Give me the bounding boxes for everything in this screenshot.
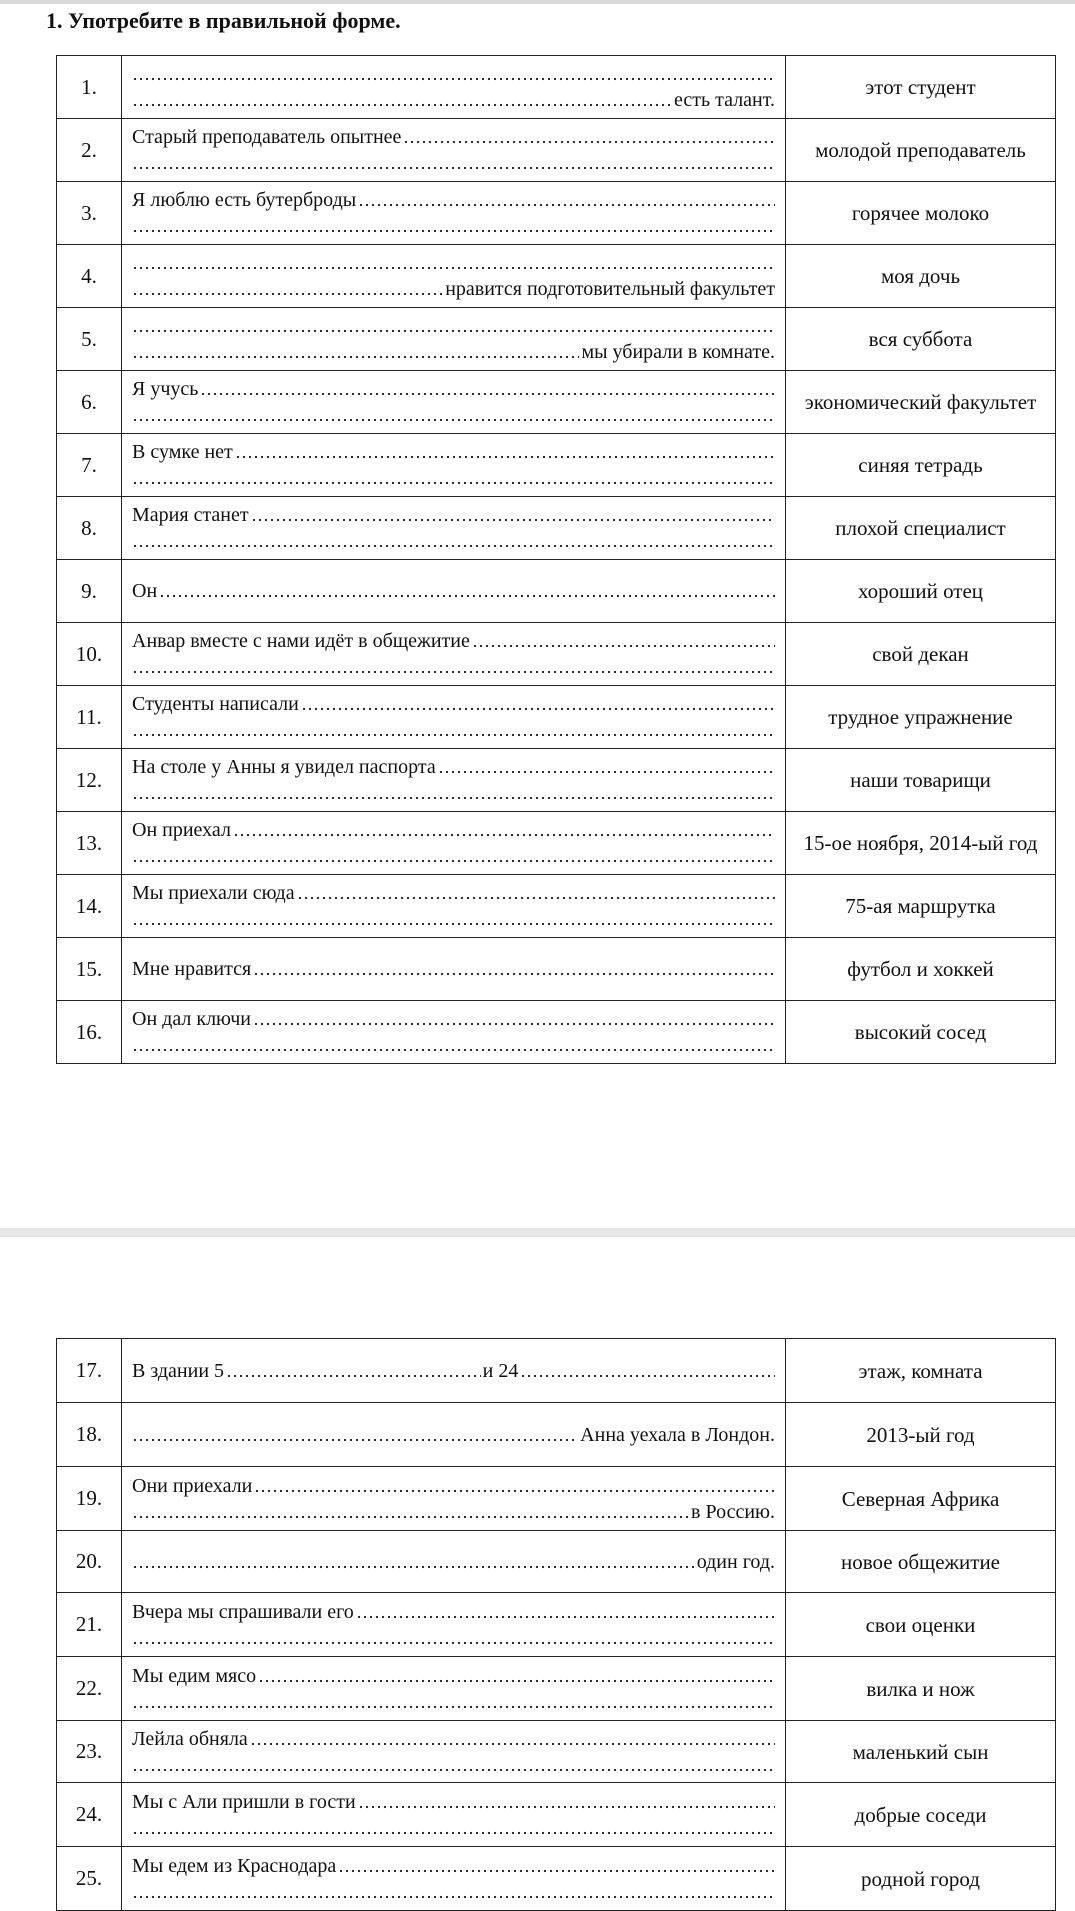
sentence-line [132,1752,775,1778]
sentence-line [132,1853,775,1879]
sentence-line [132,780,775,806]
answer-blank [132,670,775,674]
exercise-sentence [122,434,786,497]
sentence-line [132,1499,775,1525]
sentence-text: Мне нравится [132,958,252,980]
exercise-sentence [122,497,786,560]
exercise-sentence [122,1657,786,1721]
sentence-text: Я учусь [132,378,199,400]
exercise-number: 14. [57,875,122,938]
exercise-sentence [122,1721,786,1783]
exercise-row [57,434,1056,497]
sentence-text: Он [132,580,158,602]
word-to-inflect: новое общежитие [786,1531,1056,1593]
exercise-number: 20. [57,1531,122,1593]
word-to-inflect: горячее молоко [786,182,1056,245]
answer-blank [159,594,775,598]
sentence-line [132,250,775,276]
word-to-inflect: этаж, комната [786,1339,1056,1403]
exercise-row [57,182,1056,245]
exercise-table-page-2 [56,1338,1056,1911]
answer-blank [132,481,775,485]
exercise-row [57,56,1056,119]
word-to-inflect: 2013-ый год [786,1403,1056,1467]
answer-blank [520,1374,775,1378]
exercise-number: 10. [57,623,122,686]
answer-blank [132,1831,775,1835]
word-to-inflect: синяя тетрадь [786,434,1056,497]
sentence-line [132,150,775,176]
answer-blank [356,1615,775,1619]
exercise-row [57,560,1056,623]
sentence-line [132,187,775,213]
sentence-text: Они приехали [132,1474,253,1497]
sentence-text: На столе у Анны я увидел паспорта [132,756,436,778]
answer-blank [132,1048,775,1052]
exercise-row [57,1531,1056,1593]
exercise-row [57,1721,1056,1783]
answer-blank [132,229,775,233]
exercise-number: 11. [57,686,122,749]
answer-blank [338,1869,775,1873]
word-to-inflect: 75-ая маршрутка [786,875,1056,938]
sentence-line [132,339,775,365]
exercise-number: 9. [57,560,122,623]
word-to-inflect: 15-ое ноября, 2014-ый год [786,812,1056,875]
word-to-inflect: вилка и нож [786,1657,1056,1721]
answer-blank [132,103,672,107]
exercise-sentence [122,1001,786,1064]
exercise-sentence [122,1847,786,1911]
exercise-number: 18. [57,1403,122,1467]
answer-blank [258,1679,775,1683]
sentence-text: есть талант. [674,89,775,111]
exercise-sentence [122,875,786,938]
answer-blank [132,1768,775,1772]
sentence-line [132,691,775,717]
exercise-row [57,1403,1056,1467]
word-to-inflect: плохой специалист [786,497,1056,560]
answer-blank [233,833,775,837]
exercise-row [57,686,1056,749]
exercise-sentence [122,686,786,749]
exercise-sentence [122,1531,786,1593]
exercise-sentence [122,623,786,686]
exercise-row [57,1593,1056,1657]
exercise-row [57,1657,1056,1721]
word-to-inflect: свой декан [786,623,1056,686]
exercise-sentence [122,1339,786,1403]
answer-blank [132,796,775,800]
exercise-row [57,1339,1056,1403]
exercise-sentence [122,119,786,182]
exercise-number: 21. [57,1593,122,1657]
sentence-text: мы убирали в комнате. [581,341,775,363]
sentence-line [132,956,775,982]
sentence-line [132,1032,775,1058]
exercise-number: 2. [57,119,122,182]
exercise-number: 22. [57,1657,122,1721]
word-to-inflect: наши товарищи [786,749,1056,812]
answer-blank [358,1805,775,1809]
answer-blank [226,1374,481,1378]
sentence-line [132,124,775,150]
answer-blank [253,1022,775,1026]
answer-blank [403,140,775,144]
sentence-line [132,654,775,680]
exercise-row [57,371,1056,434]
answer-blank [438,770,775,774]
exercise-number: 1. [57,56,122,119]
sentence-line [132,439,775,465]
sentence-line [132,1473,775,1499]
sentence-line [132,376,775,402]
word-to-inflect: трудное упражнение [786,686,1056,749]
sentence-line [132,1599,775,1625]
answer-blank [132,292,443,296]
exercise-number: 25. [57,1847,122,1911]
exercise-sentence [122,1593,786,1657]
sentence-line [132,1422,775,1448]
sentence-line [132,276,775,302]
page-separator [0,1228,1075,1237]
exercise-sentence [122,812,786,875]
sentence-text: Анвар вместе с нами идёт в общежитие [132,630,470,652]
sentence-line [132,402,775,428]
sentence-text: Мы с Али пришли в гости [132,1790,356,1813]
answer-blank [132,1705,775,1709]
answer-blank [132,1641,775,1645]
word-to-inflect: моя дочь [786,245,1056,308]
sentence-text: Он приехал [132,819,231,841]
sentence-text: один год. [696,1550,775,1573]
sentence-line [132,817,775,843]
sentence-line [132,628,775,654]
exercise-row [57,1847,1056,1911]
exercise-row [57,497,1056,560]
exercise-row [57,119,1056,182]
answer-blank [132,166,775,170]
sentence-text: Мы едем из Краснодара [132,1854,337,1877]
sentence-line [132,87,775,113]
exercise-number: 12. [57,749,122,812]
exercise-sentence [122,308,786,371]
exercise-table-page-1 [56,55,1056,1064]
answer-blank [253,972,775,976]
exercise-number: 7. [57,434,122,497]
sentence-text: нравится подготовительный факультет [445,278,775,300]
sentence-line [132,61,775,87]
answer-blank [132,733,775,737]
sentence-line [132,1549,775,1575]
answer-blank [132,1438,578,1442]
sentence-text: Мы едим мясо [132,1664,257,1687]
sentence-line [132,717,775,743]
top-border [0,0,1075,4]
exercise-row [57,1001,1056,1064]
answer-blank [472,644,775,648]
sentence-text: и 24 [482,1359,519,1382]
sentence-text: Старый преподаватель опытнее [132,126,402,148]
exercise-row [57,1467,1056,1531]
word-to-inflect: Северная Африка [786,1467,1056,1531]
sentence-line [132,578,775,604]
word-to-inflect: молодой преподаватель [786,119,1056,182]
sentence-line [132,1789,775,1815]
exercise-number: 17. [57,1339,122,1403]
exercise-number: 16. [57,1001,122,1064]
exercise-sentence [122,938,786,1001]
exercise-row [57,1783,1056,1847]
word-to-inflect: добрые соседи [786,1783,1056,1847]
sentence-line [132,528,775,554]
sentence-line [132,880,775,906]
exercise-number: 4. [57,245,122,308]
exercise-sentence [122,1467,786,1531]
sentence-text: Мария станет [132,504,249,526]
sentence-text: Он дал ключи [132,1008,251,1030]
sentence-line [132,1358,775,1384]
exercise-sentence [122,1403,786,1467]
exercise-row [57,245,1056,308]
answer-blank [250,1742,775,1746]
exercise-row [57,749,1056,812]
answer-blank [132,355,579,359]
exercise-sentence [122,245,786,308]
exercise-sentence [122,371,786,434]
answer-blank [200,392,775,396]
sentence-line [132,1006,775,1032]
exercise-number: 5. [57,308,122,371]
sentence-text: В здании 5 [132,1359,225,1382]
answer-blank [132,859,775,863]
word-to-inflect: родной город [786,1847,1056,1911]
sentence-line [132,1879,775,1905]
sentence-line [132,906,775,932]
sentence-line [132,313,775,339]
sentence-line [132,1726,775,1752]
answer-blank [254,1489,775,1493]
answer-blank [235,455,775,459]
answer-blank [251,518,775,522]
exercise-row [57,812,1056,875]
word-to-inflect: футбол и хоккей [786,938,1056,1001]
answer-blank [132,544,775,548]
answer-blank [358,203,775,207]
sentence-line [132,1689,775,1715]
exercise-row [57,308,1056,371]
exercise-row [57,623,1056,686]
exercise-number: 3. [57,182,122,245]
exercise-sentence [122,182,786,245]
answer-blank [301,707,775,711]
answer-blank [132,1895,775,1899]
answer-blank [132,922,775,926]
sentence-text: Анна уехала в Лондон. [580,1423,775,1446]
exercise-number: 15. [57,938,122,1001]
exercise-sentence [122,1783,786,1847]
sentence-text: в Россию. [691,1500,775,1523]
word-to-inflect: этот студент [786,56,1056,119]
exercise-number: 19. [57,1467,122,1531]
sentence-text: Лейла обняла [132,1727,248,1750]
answer-blank [297,896,775,900]
word-to-inflect: высокий сосед [786,1001,1056,1064]
exercise-number: 23. [57,1721,122,1783]
word-to-inflect: свои оценки [786,1593,1056,1657]
answer-blank [132,1565,695,1569]
sentence-line [132,1625,775,1651]
sentence-text: Я люблю есть бутерброды [132,189,357,211]
exercise-number: 13. [57,812,122,875]
sentence-line [132,502,775,528]
sentence-line [132,213,775,239]
answer-blank [132,418,775,422]
sentence-line [132,465,775,491]
answer-blank [132,329,775,333]
word-to-inflect: маленький сын [786,1721,1056,1783]
exercise-number: 6. [57,371,122,434]
sentence-line [132,1663,775,1689]
answer-blank [132,77,775,81]
exercise-sentence [122,560,786,623]
exercise-row [57,938,1056,1001]
sentence-text: Вчера мы спрашивали его [132,1600,354,1623]
sentence-line [132,1815,775,1841]
sentence-text: Мы приехали сюда [132,882,295,904]
exercise-number: 24. [57,1783,122,1847]
sentence-line [132,754,775,780]
exercise-title: 1. Употребите в правильной форме. [46,8,401,33]
sentence-line [132,843,775,869]
word-to-inflect: хороший отец [786,560,1056,623]
exercise-row [57,875,1056,938]
answer-blank [132,266,775,270]
exercise-number: 8. [57,497,122,560]
exercise-sentence [122,56,786,119]
sentence-text: В сумке нет [132,441,233,463]
exercise-sentence [122,749,786,812]
word-to-inflect: вся суббота [786,308,1056,371]
sentence-text: Студенты написали [132,693,299,715]
word-to-inflect: экономический факультет [786,371,1056,434]
answer-blank [132,1515,689,1519]
